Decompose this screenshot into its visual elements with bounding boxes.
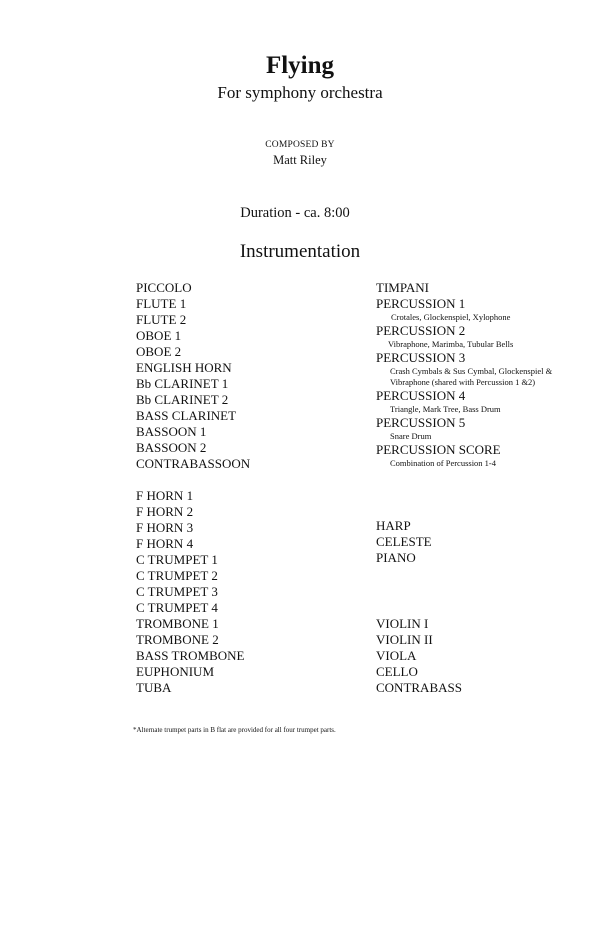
percussion-description: Combination of Percussion 1-4 [390, 458, 497, 468]
instrument-item: BASSOON 2 [136, 440, 207, 455]
instrument-item: Bb CLARINET 1 [136, 376, 229, 391]
instrument-item: TROMBONE 2 [136, 632, 219, 647]
percussion-description: Triangle, Mark Tree, Bass Drum [390, 404, 501, 414]
percussion-item: PERCUSSION 1 [376, 296, 466, 311]
instrument-item: FLUTE 1 [136, 296, 187, 311]
composer-name: Matt Riley [273, 153, 327, 167]
instrument-item: CONTRABASS [376, 680, 462, 695]
instrument-item: VIOLIN I [376, 616, 429, 631]
instrumentation-heading: Instrumentation [239, 241, 361, 262]
instrument-item: F HORN 1 [136, 488, 194, 503]
percussion-item: TIMPANI [376, 280, 429, 295]
keyboards-list [376, 518, 432, 566]
instrument-item: BASS TROMBONE [136, 648, 245, 663]
instrument-item: TROMBONE 1 [136, 616, 219, 631]
instrument-item: HARP [376, 518, 411, 533]
instrument-item: F HORN 2 [136, 504, 194, 519]
right-column [376, 280, 553, 695]
instrument-item: F HORN 4 [136, 536, 194, 551]
percussion-item: PERCUSSION SCORE [376, 442, 501, 457]
instrument-item: TUBA [136, 680, 172, 695]
instrument-item: OBOE 2 [136, 344, 182, 359]
instrument-item: C TRUMPET 1 [136, 552, 218, 567]
duration: Duration - ca. 8:00 [240, 205, 350, 221]
instrument-item: VIOLA [376, 648, 417, 663]
instrument-item: CELLO [376, 664, 418, 679]
instrument-item: BASS CLARINET [136, 408, 237, 423]
strings-list [376, 616, 462, 696]
percussion-description: Crash Cymbals & Sus Cymbal, Glockenspiel & [390, 366, 553, 376]
instrument-item: F HORN 3 [136, 520, 194, 535]
percussion-list [376, 280, 552, 469]
instrument-item: ENGLISH HORN [136, 360, 232, 375]
percussion-item: PERCUSSION 2 [376, 323, 466, 338]
footnote: *Alternate trumpet parts in B flat are provided for all four trumpet parts. [133, 726, 336, 734]
instrument-item: Bb CLARINET 2 [136, 392, 229, 407]
left-column [136, 280, 250, 696]
instrument-item: C TRUMPET 4 [136, 600, 218, 615]
instrument-item: VIOLIN II [376, 632, 433, 647]
instrument-item: PICCOLO [136, 280, 192, 295]
percussion-description: Vibraphone, Marimba, Tubular Bells [388, 339, 514, 349]
instrument-item: EUPHONIUM [136, 664, 214, 679]
percussion-description: Vibraphone (shared with Percussion 1 &2) [390, 377, 536, 387]
instrument-item: OBOE 1 [136, 328, 182, 343]
percussion-item: PERCUSSION 5 [376, 415, 466, 430]
subtitle: For symphony orchestra [217, 83, 383, 102]
composed-by-label: COMPOSED BY [265, 140, 335, 150]
instrument-item: CELESTE [376, 534, 432, 549]
woodwinds-list [136, 280, 250, 472]
page-title: Flying [265, 52, 335, 79]
percussion-description: Snare Drum [390, 431, 432, 441]
brass-list [136, 488, 250, 696]
instrument-item: C TRUMPET 2 [136, 568, 218, 583]
instrument-item: FLUTE 2 [136, 312, 187, 327]
instrument-item: C TRUMPET 3 [136, 584, 218, 599]
percussion-description: Crotales, Glockenspiel, Xylophone [391, 312, 511, 322]
percussion-item: PERCUSSION 4 [376, 388, 466, 403]
percussion-item: PERCUSSION 3 [376, 350, 466, 365]
instrument-item: PIANO [376, 550, 416, 565]
instrument-item: CONTRABASSOON [136, 456, 251, 471]
instrument-item: BASSOON 1 [136, 424, 207, 439]
